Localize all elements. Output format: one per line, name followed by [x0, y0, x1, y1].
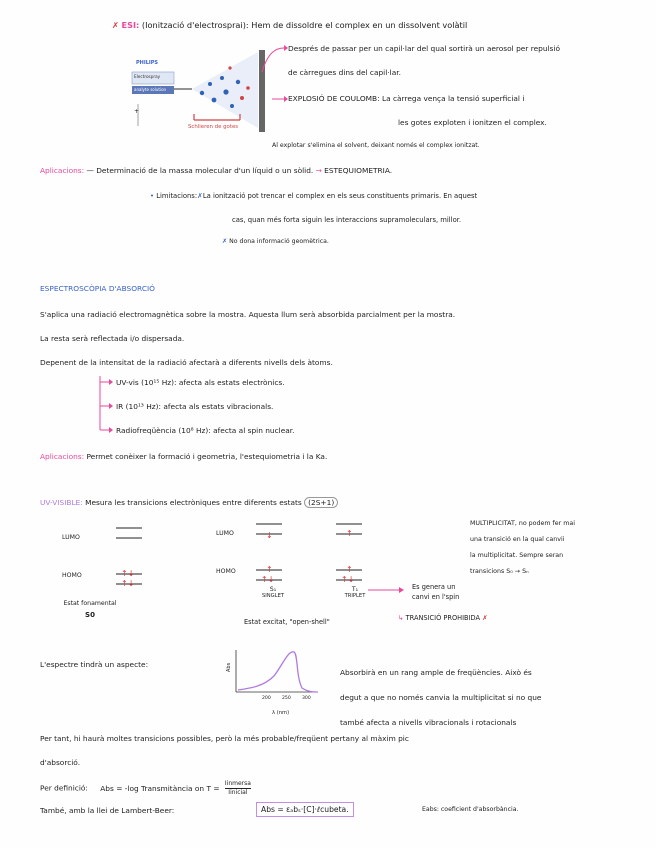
excited-state-label: Estat excitat, "open-shell" [244, 618, 330, 626]
singlet-s1: S₁ [269, 586, 277, 593]
svg-text:↑: ↑ [266, 565, 273, 574]
esi-point-2b: les gotes exploten i ionitzen el complex. [398, 118, 547, 127]
spin-change-b: canvi en l'spin [412, 593, 460, 601]
lambert-beer-line [40, 806, 174, 815]
spectrum-desc-line: degut a que no només canvia la multiplicitat si no que [340, 693, 542, 702]
esi-figure [130, 48, 270, 138]
spectrum-desc-line: Absorbirà en un rang ample de freqüències. Això és [340, 668, 532, 677]
limitacions-text-b: cas, quan més forta siguin les interaccions supramoleculars, millor. [232, 216, 462, 224]
definition-text: Abs = -log Transmitància on T = [100, 783, 220, 793]
svg-text:↑: ↑ [346, 529, 353, 538]
espectro-bracket [96, 374, 116, 436]
triplet-label [340, 586, 370, 599]
esi-point-1b: de càrregues dins del capil·lar. [288, 68, 401, 77]
absorbance-coefficient-note: Eabs: coeficient d'absorbància. [422, 806, 519, 813]
esteq-text: ESTEQUIOMETRIA. [324, 166, 393, 175]
cross-icon: ✗ [222, 238, 228, 245]
triplet-t1: T₁ [351, 586, 359, 593]
aplicacions-2-label: Aplicacions: [40, 452, 85, 461]
ground-state-s0: S0 [85, 611, 95, 619]
uvvis-note [470, 516, 575, 580]
uvvis-text: Mesura les transicions electròniques entre diferents estats [85, 498, 302, 507]
svg-text:↑: ↑ [346, 565, 353, 574]
figure-label-1: Electrospray [134, 74, 161, 79]
esi-point-1a: Després de passar per un capil·lar del qual sortirà un aerosol per repulsió [288, 44, 560, 53]
lumo-label-1: LUMO [62, 534, 80, 541]
ground-state-label [60, 600, 120, 619]
forbidden-text: TRANSICIÓ PROHIBIDA [405, 614, 480, 622]
orbital-diagrams [116, 524, 406, 594]
bullet-icon: • [150, 192, 155, 200]
aplicacions-label: Aplicacions: [40, 166, 85, 175]
lumo-label-2: LUMO [216, 530, 234, 537]
spectrum-description [340, 660, 541, 735]
fraction-denominator: Iinicial [228, 789, 248, 796]
definition-line [40, 780, 251, 797]
esi-desc: : Hem de dissoldre el complex en un dissolvent volàtil [245, 20, 468, 30]
spectrum-xlabel: λ (nm) [272, 710, 290, 716]
uvvis-heading [40, 498, 338, 507]
spectrum-desc-line: també afecta a nivells vibracionals i rotacionals [340, 718, 517, 727]
svg-text:↑↓: ↑↓ [261, 575, 275, 584]
homo-label-2: HOMO [216, 568, 236, 575]
forbidden-transition: ↳ TRANSICIÓ PROHIBIDA ✗ [398, 614, 488, 622]
uvvis-mult: (2S+1) [304, 497, 338, 508]
aplicacions-2 [40, 452, 327, 461]
esi-point-3: Al explotar s'elimina el solvent, deixant només el complex ionitzat. [272, 142, 480, 149]
uvvis-note-line: transicions S₀ → Sₙ [470, 568, 529, 575]
spectrum-tick: 200 [262, 696, 271, 701]
arrow-right-icon: → [315, 166, 322, 175]
ground-state-text: Estat fonamental [63, 600, 117, 607]
spectrum-tick: 300 [302, 696, 311, 701]
spectrum-ylabel: Abs [226, 662, 232, 672]
espectro-title: ESPECTROSCÒPIA D'ABSORCIÓ [40, 284, 155, 293]
svg-text:↑↓: ↑↓ [121, 569, 135, 578]
espectro-p2: Depenent de la intensitat de la radiació afectarà a diferents nivells dels àtoms. [40, 358, 333, 367]
singlet-text: SINGLET [261, 593, 285, 599]
footer-p1a: Per tant, hi haurà moltes transicions possibles, però la més probable/freqüent pertany al màxim pic [40, 734, 409, 743]
uvvis-note-line: una transició en la qual canvii [470, 536, 565, 543]
limitacions-2-text: No dona informació geomètrica. [229, 238, 329, 245]
aplicacions-1 [40, 166, 392, 175]
espectro-item-uvvis: UV-vis (10¹⁵ Hz): afecta als estats electrònics. [116, 378, 285, 387]
uvvis-note-line: MULTIPLICITAT, no podem fer mai [470, 520, 575, 527]
limitacions-line-1 [150, 192, 477, 200]
uvvis-title: UV-VISIBLE: [40, 498, 83, 507]
espectro-p1b: La resta serà reflectada i/o dispersada. [40, 334, 185, 343]
spectrum-intro: L'espectre tindrà un aspecte: [40, 660, 149, 669]
definition-label: Per definició: [40, 783, 88, 793]
cross-icon: ✗ [112, 20, 119, 30]
spin-change-a: Es genera un [412, 583, 456, 591]
esi-heading [112, 20, 467, 30]
cross-icon: ✗ [197, 192, 203, 200]
svg-text:↑↓: ↑↓ [341, 575, 355, 584]
limitacions-label: Limitacions: [156, 192, 198, 200]
figure-caption: Schlieren de gotes [188, 124, 239, 130]
aplicacions-text: — Determinació de la massa molecular d'un líquid o un sòlid. [86, 166, 314, 175]
homo-label-1: HOMO [62, 572, 82, 579]
absorption-band [238, 652, 318, 692]
singlet-label [258, 586, 288, 599]
figure-logo: PHILIPS [136, 60, 159, 66]
esi-title: ESI: [121, 20, 140, 30]
esi-arrows [258, 42, 288, 107]
lambert-beer-formula: Abs = εₐbₛ·[C]·ℓcubeta. [256, 802, 354, 817]
esi-paren: (Ionització d'electrosprai) [141, 20, 246, 30]
limitacions-line-2 [222, 238, 329, 245]
espectro-item-ir: IR (10¹³ Hz): afecta als estats vibracionals. [116, 402, 274, 411]
esi-point-2a: EXPLOSIÓ DE COULOMB: La càrrega vença la tensió superficial i [288, 94, 525, 103]
uvvis-note-line: la multiplicitat. Sempre seran [470, 552, 564, 559]
spectrum-tick: 250 [282, 696, 291, 701]
footer-p1b: d'absorció. [40, 758, 81, 767]
cross-icon: ✗ [482, 614, 488, 622]
spin-change-note [412, 582, 459, 602]
espectro-p1a: S'aplica una radiació electromagnètica sobre la mostra. Aquesta llum serà absorbida parcialment per la mostra. [40, 310, 456, 319]
triplet-text: TRIPLET [344, 593, 366, 599]
figure-sign: + [134, 108, 140, 115]
fraction-numerator: Iinmersa [224, 780, 251, 787]
limitacions-text-a: La ionització pot trencar el complex en els seus constituents primaris. En aquest [202, 192, 478, 200]
aplicacions-2-text: Permet conèixer la formació i geometria, l'estequiometria i la Ka. [86, 452, 328, 461]
figure-label-2: analyte solution [134, 87, 167, 92]
svg-text:↑↓: ↑↓ [121, 579, 135, 588]
transmittance-fraction [225, 780, 251, 797]
lambert-beer-text: També, amb la llei de Lambert-Beer: [40, 806, 175, 815]
svg-text:↓: ↓ [266, 531, 273, 540]
espectro-item-radio: Radiofreqüència (10⁸ Hz): afecta al spin nuclear. [116, 426, 295, 435]
